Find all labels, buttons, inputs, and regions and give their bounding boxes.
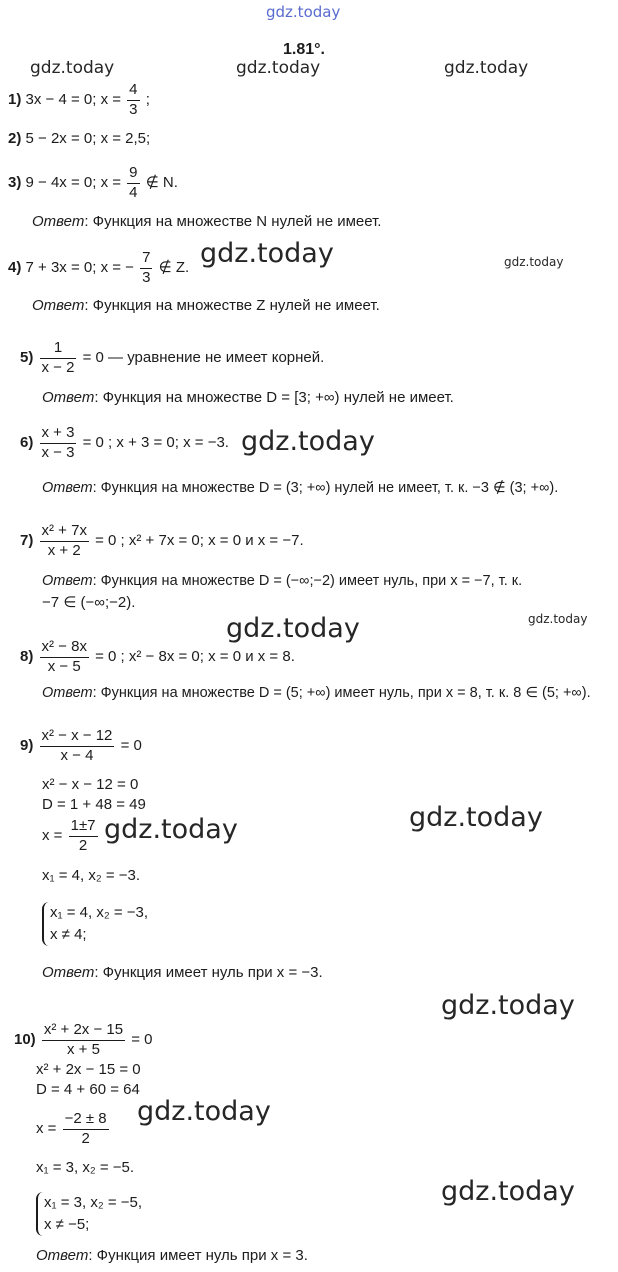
equation-tail: = 0 ; x² − 8x = 0; x = 0 и x = 8.: [95, 647, 295, 665]
answer-text: : Функция имеет нуль при x = 3.: [88, 1247, 308, 1264]
discriminant-line: D = 1 + 48 = 49: [42, 796, 146, 813]
answer-7: [42, 574, 522, 589]
item-number: 2): [8, 130, 22, 147]
equation-tail: = 0 ; x² + 7x = 0; x = 0 и x = −7.: [95, 531, 304, 549]
fraction: $\frac{\text{x² − 8x}}{x - 5}$: [41, 638, 87, 675]
system: x₁ = 4, x₂ = −3, x ≠ 4;: [42, 902, 148, 946]
item-4: [8, 250, 189, 286]
item-7: [20, 523, 304, 559]
answer-label: Ответ: [42, 685, 93, 701]
item-3: [8, 165, 178, 201]
item-9: [20, 728, 142, 764]
fraction: $\frac{\text{x² + 2x − 15}}{x + 5}$: [43, 1021, 124, 1058]
fraction: $\frac{9}{4}$: [129, 164, 138, 201]
answer-label: Ответ: [36, 1247, 89, 1264]
fraction: $\frac{\text{x² − x − 12}}{x - 4}$: [41, 727, 113, 764]
answer-10: [36, 1248, 308, 1263]
answer-label: Ответ: [42, 964, 95, 981]
item-number: 6): [20, 433, 34, 451]
item-number: 1): [8, 90, 22, 108]
watermark: gdz.today: [226, 613, 360, 644]
watermark: gdz.today: [137, 1096, 271, 1127]
watermark: gdz.today: [236, 58, 321, 78]
answer-7-cont: −7 ∈ (−∞;−2).: [42, 594, 136, 611]
equation-tail: ∉ Z.: [158, 258, 190, 276]
watermark: gdz.today: [409, 802, 543, 833]
answer-text: : Функция на множестве D = (3; +∞) нулей не имеет, т. к. −3 ∉ (3; +∞).: [92, 480, 559, 496]
answer-text: : Функция на множестве D = (−∞;−2) имеет нуль, при x = −7, т. к.: [92, 573, 523, 589]
equation-tail: = 0: [131, 1030, 153, 1048]
watermark: gdz.today: [241, 426, 375, 457]
answer-label: Ответ: [42, 389, 95, 406]
item-1: [8, 82, 150, 118]
item-number: 8): [20, 647, 34, 665]
answer-text: : Функция на множестве Z нулей не имеет.: [84, 297, 380, 314]
watermark: gdz.today: [104, 814, 238, 845]
fraction: $\frac{\text{x² + 7x}}{x + 2}$: [41, 522, 87, 559]
watermark: gdz.today: [200, 238, 334, 269]
item-number: 10): [14, 1030, 36, 1048]
item-8: [20, 639, 295, 675]
answer-label: Ответ: [32, 297, 85, 314]
equation-line: x² − x − 12 = 0: [42, 776, 139, 793]
equation: 5 − 2x = 0; x = 2,5;: [25, 130, 151, 147]
fraction: $\frac{4}{3}$: [129, 81, 138, 118]
item-5: [20, 340, 324, 376]
equation: 9 − 4x = 0; x =: [25, 173, 121, 191]
answer-9: [42, 965, 323, 980]
item-number: 4): [8, 258, 22, 276]
answer-text: : Функция имеет нуль при x = −3.: [94, 964, 323, 981]
equation-line: x² + 2x − 15 = 0: [36, 1061, 141, 1078]
fraction: $\frac{x + 3}{x - 3}$: [41, 424, 75, 461]
answer-4: [32, 298, 380, 313]
answer-5: [42, 390, 454, 405]
watermark: gdz.today: [528, 612, 588, 626]
item-6: [20, 425, 229, 461]
watermark: gdz.today: [441, 1176, 575, 1207]
item-10: [14, 1022, 153, 1058]
item-number: 5): [20, 348, 34, 366]
answer-8: [42, 686, 591, 701]
roots-line: x₁ = 4, x₂ = −3.: [42, 867, 141, 884]
watermark-top: gdz.today: [266, 3, 341, 21]
watermark: gdz.today: [504, 255, 564, 269]
equation: 3x − 4 = 0; x =: [25, 90, 121, 108]
equation-tail: ∉ N.: [145, 173, 178, 191]
watermark: gdz.today: [441, 990, 575, 1021]
answer-label: Ответ: [42, 573, 93, 589]
answer-text: : Функция на множестве D = (5; +∞) имеет нуль, при x = 8, т. к. 8 ∈ (5; +∞).: [92, 685, 591, 701]
item-number: 9): [20, 736, 34, 754]
equation-tail: = 0 — уравнение не имеет корней.: [82, 348, 325, 366]
item-number: 3): [8, 173, 22, 191]
watermark: gdz.today: [444, 58, 529, 78]
root-formula: x = $\frac{1\pm 7}{2}$: [42, 817, 96, 854]
system: x₁ = 3, x₂ = −5, x ≠ −5;: [36, 1192, 142, 1236]
equation-tail: = 0: [120, 736, 142, 754]
equation-tail: ;: [145, 90, 150, 108]
answer-text: : Функция на множестве N нулей не имеет.: [84, 213, 382, 230]
watermark: gdz.today: [30, 58, 115, 78]
roots-line: x₁ = 3, x₂ = −5.: [36, 1159, 135, 1176]
answer-6: [42, 481, 558, 496]
fraction: $\frac{1}{x - 2}$: [41, 339, 75, 376]
equation-tail: = 0 ; x + 3 = 0; x = −3.: [82, 433, 229, 451]
equation: 7 + 3x = 0; x = −: [25, 258, 134, 276]
item-2: [8, 131, 150, 146]
answer-label: Ответ: [32, 213, 85, 230]
answer-label: Ответ: [42, 480, 93, 496]
discriminant-line: D = 4 + 60 = 64: [36, 1081, 140, 1098]
root-formula: x = $\frac{-2 \pm 8}{2}$: [36, 1110, 107, 1147]
answer-text: : Функция на множестве D = [3; +∞) нулей не имеет.: [94, 389, 454, 406]
fraction: $\frac{7}{3}$: [142, 249, 151, 286]
item-number: 7): [20, 531, 34, 549]
problem-number: 1.81°.: [283, 41, 325, 58]
answer-3: [32, 214, 381, 229]
